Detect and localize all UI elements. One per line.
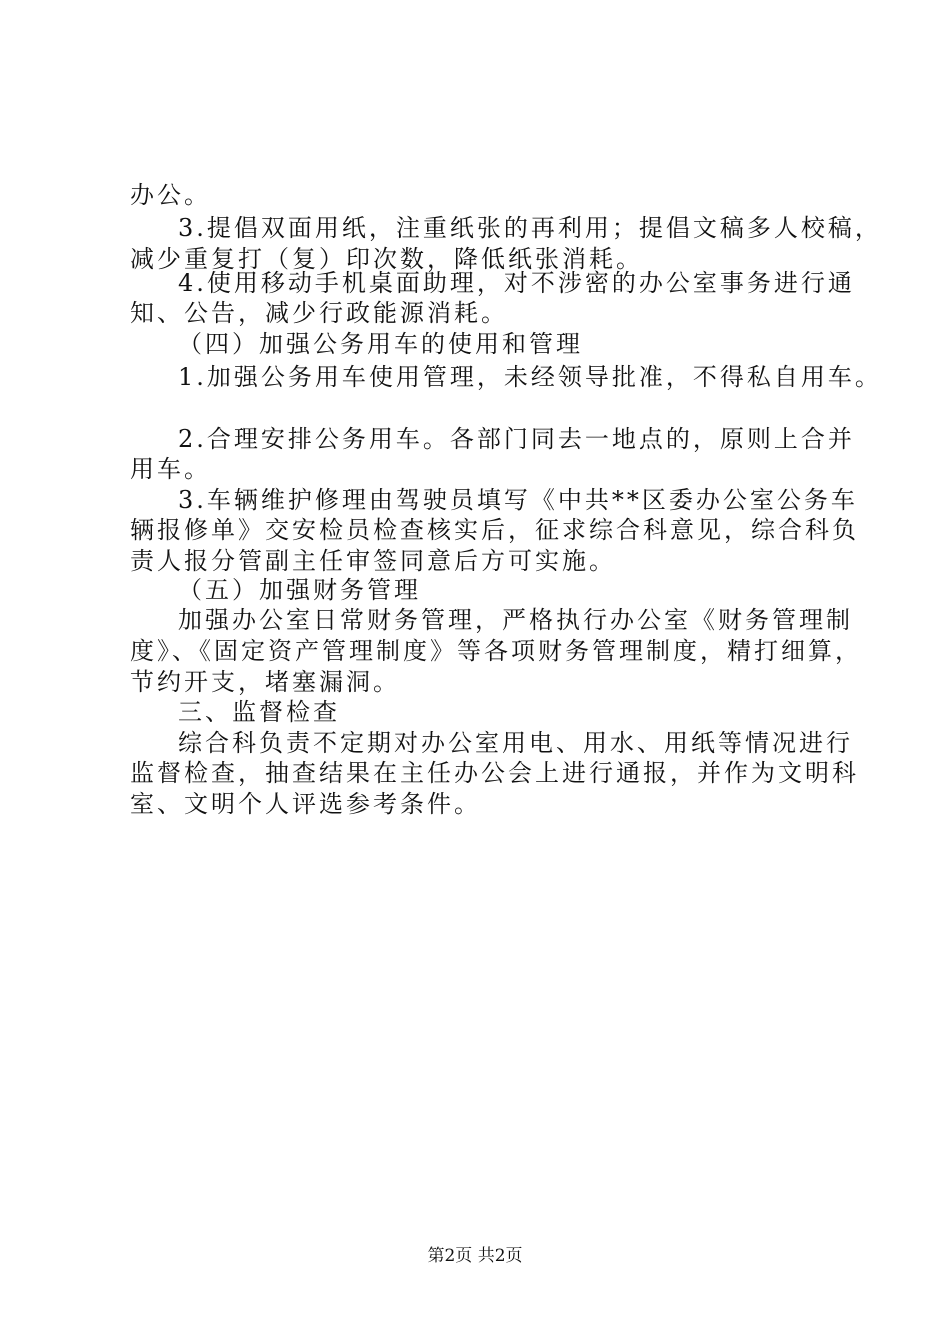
text-line: 2.合理安排公务用车。各部门同去一地点的，原则上合并 <box>178 425 855 453</box>
text-line: 知、公告，减少行政能源消耗。 <box>130 299 508 327</box>
text-line: 监督检查，抽查结果在主任办公会上进行通报，并作为文明科 <box>130 759 859 787</box>
text-line: 减少重复打（复）印次数，降低纸张消耗。 <box>130 245 643 273</box>
text-line: 责人报分管副主任审签同意后方可实施。 <box>130 547 616 575</box>
text-line: 3.车辆维护修理由驾驶员填写《中共**区委办公室公务车 <box>178 486 858 514</box>
page-number-footer: 第2页 共2页 <box>427 1246 523 1266</box>
text-line: 度》、《固定资产管理制度》等各项财务管理制度，精打细算， <box>130 637 862 665</box>
text-line: 3.提倡双面用纸，注重纸张的再利用；提倡文稿多人校稿， <box>178 214 882 242</box>
text-line: 室、文明个人评选参考条件。 <box>130 790 481 818</box>
text-line: 4.使用移动手机桌面助理，对不涉密的办公室事务进行通 <box>178 269 855 297</box>
text-line: 加强办公室日常财务管理，严格执行办公室《财务管理制 <box>178 606 853 634</box>
text-line: 辆报修单》交安检员检查核实后，征求综合科意见，综合科负 <box>130 516 859 544</box>
section-heading: （四）加强公务用车的使用和管理 <box>178 330 583 358</box>
text-line: 1.加强公务用车使用管理，未经领导批准，不得私自用车。 <box>178 363 882 391</box>
text-line: 节约开支，堵塞漏洞。 <box>130 668 400 696</box>
section-heading: （五）加强财务管理 <box>178 576 421 604</box>
text-line: 综合科负责不定期对办公室用电、用水、用纸等情况进行 <box>178 729 853 757</box>
text-line: 办公。 <box>130 181 211 209</box>
text-line: 用车。 <box>130 455 211 483</box>
section-heading: 三、监督检查 <box>178 698 340 726</box>
